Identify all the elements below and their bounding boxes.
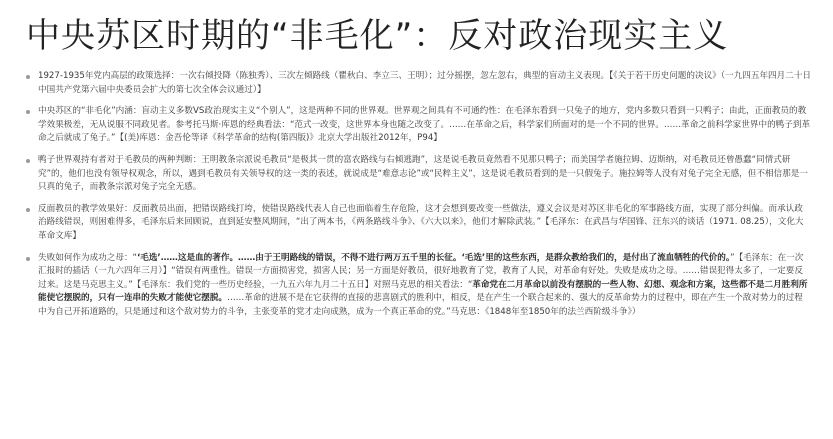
bullet-bold-quote: ‘毛选’……这是血的著作。……由于王明路线的错误，不得不进行两万五千里的长征。‘毛选’里的这些东西，是群众教给我们的，是付出了流血牺牲的代价的。 [136,252,731,263]
slide-title: 中央苏区时期的“非毛化”：反对政治现实主义 [26,16,729,56]
bullet-bold-quote: 革命党在二月革命以前没有摆脱的一些人物、幻想、观念和方案，这些都不是二月胜利所能使它摆脱的，只有一连串的失败才能使它摆脱。 [38,279,808,304]
bullet-text: 反面教员的教学效果好：反面教员出面，把错误路线打垮，使错误路线代表人自己也面临着生存危险，这才会想到要改变一些做法，遵义会议是对苏区非毛化的军事路线方面，实现了部分纠偏。而承认政治路线错误，则困难得多，毛泽东后来回顾说，直到延安整风期间，“出了两本书，《两条路线斗争》、《六大以来》，他们才解除武装。”【毛泽东：在武昌与华国锋、汪东兴的谈话（1971. 08.25），文化大革命文库】 [38,203,804,241]
bullet-item-4 [22,203,811,244]
bullet-text: 鸭子世界观持有者对于毛教员的两种判断：王明教条宗派说毛教员“是极其一贯的富农路线与右倾逃跑”，这是说毛教员竟然看不见那只鸭子；而美国学者施拉姆、迈斯纳，对毛教员还曾愚蠢“同情式研究”的，他们也没有领导权观念，所以，遇到毛教员有关领导权的这一类的表述，就说成是“难意志论”或“民粹主义”，这是说毛教员看到的是一只假兔子。施拉姆等人没有对兔子完全无感，但不相信那是一只真的兔子，而教条宗派对兔子完全无感。 [38,154,808,193]
bullet-item-2 [22,105,811,146]
bullet-text: 1927-1935年党内高层的政策选择：一次右倾投降（陈独秀）、三次左倾路线（瞿秋白、李立三、王明）；过分摇摆，忽左忽右，典型的盲动主义表现。【《关于若干历史问题的决议》（一九四五年四月二十日中国共产党第六届中央委员会扩大的第七次全体会议通过）】 [38,71,812,95]
bullet-item-3 [22,154,811,195]
bullet-item-1 [22,70,811,97]
bullet-text: ”【毛泽东：在一次汇报时的插话（一九六四年三月）】“错误有两重性。错误一方面损害党，损害人民；另一方面是好教员，很好地教育了党，教育了人民，对革命有好处。失败是成功之母。……错误犯得太多了，一定要反过来。这是马克思主义。”【毛泽东：我们党的一些历史经验，一九五六年九月二十五日】对照马克思的相关看法：“ [38,252,804,290]
bullet-item-5 [22,252,811,320]
bullet-list [22,70,811,320]
bullet-text: 失败如何作为成功之母：“ [38,252,137,263]
bullet-text: ……革命的进展不是在它获得的直接的悲喜剧式的胜利中，相反，是在产生一个联合起来的、强大的反革命势力的过程中，即在产生一个敌对势力的过程中为自己开拓道路的，只是通过和这个敌对势力的斗争，主张变革的党才走向成熟，成为一个真正革命的党。”马克思：《1848年至1850年的法兰西阶级斗争》） [38,293,803,317]
bullet-text: 中央苏区的“非毛化”内涵：盲动主义多数VS政治现实主义“个别人”，这是两种不同的世界观。世界观之间具有不可通约性：在毛泽东看到一只兔子的地方，党内多数只看到一只鸭子；由此，正面教员的教学效果极差，无从说服不同政见者。参考托马斯·库恩的经典看法：“范式一改变，这世界本身也随之改变了。……在革命之后，科学家们所面对的是一个不同的世界。……革命之前科学家世界中的鸭子到革命之后就成了兔子。”【(美)库恩：金吾伦等译《科学革命的结构(第四版)》北京大学出版社2012年，P94】 [38,106,811,144]
